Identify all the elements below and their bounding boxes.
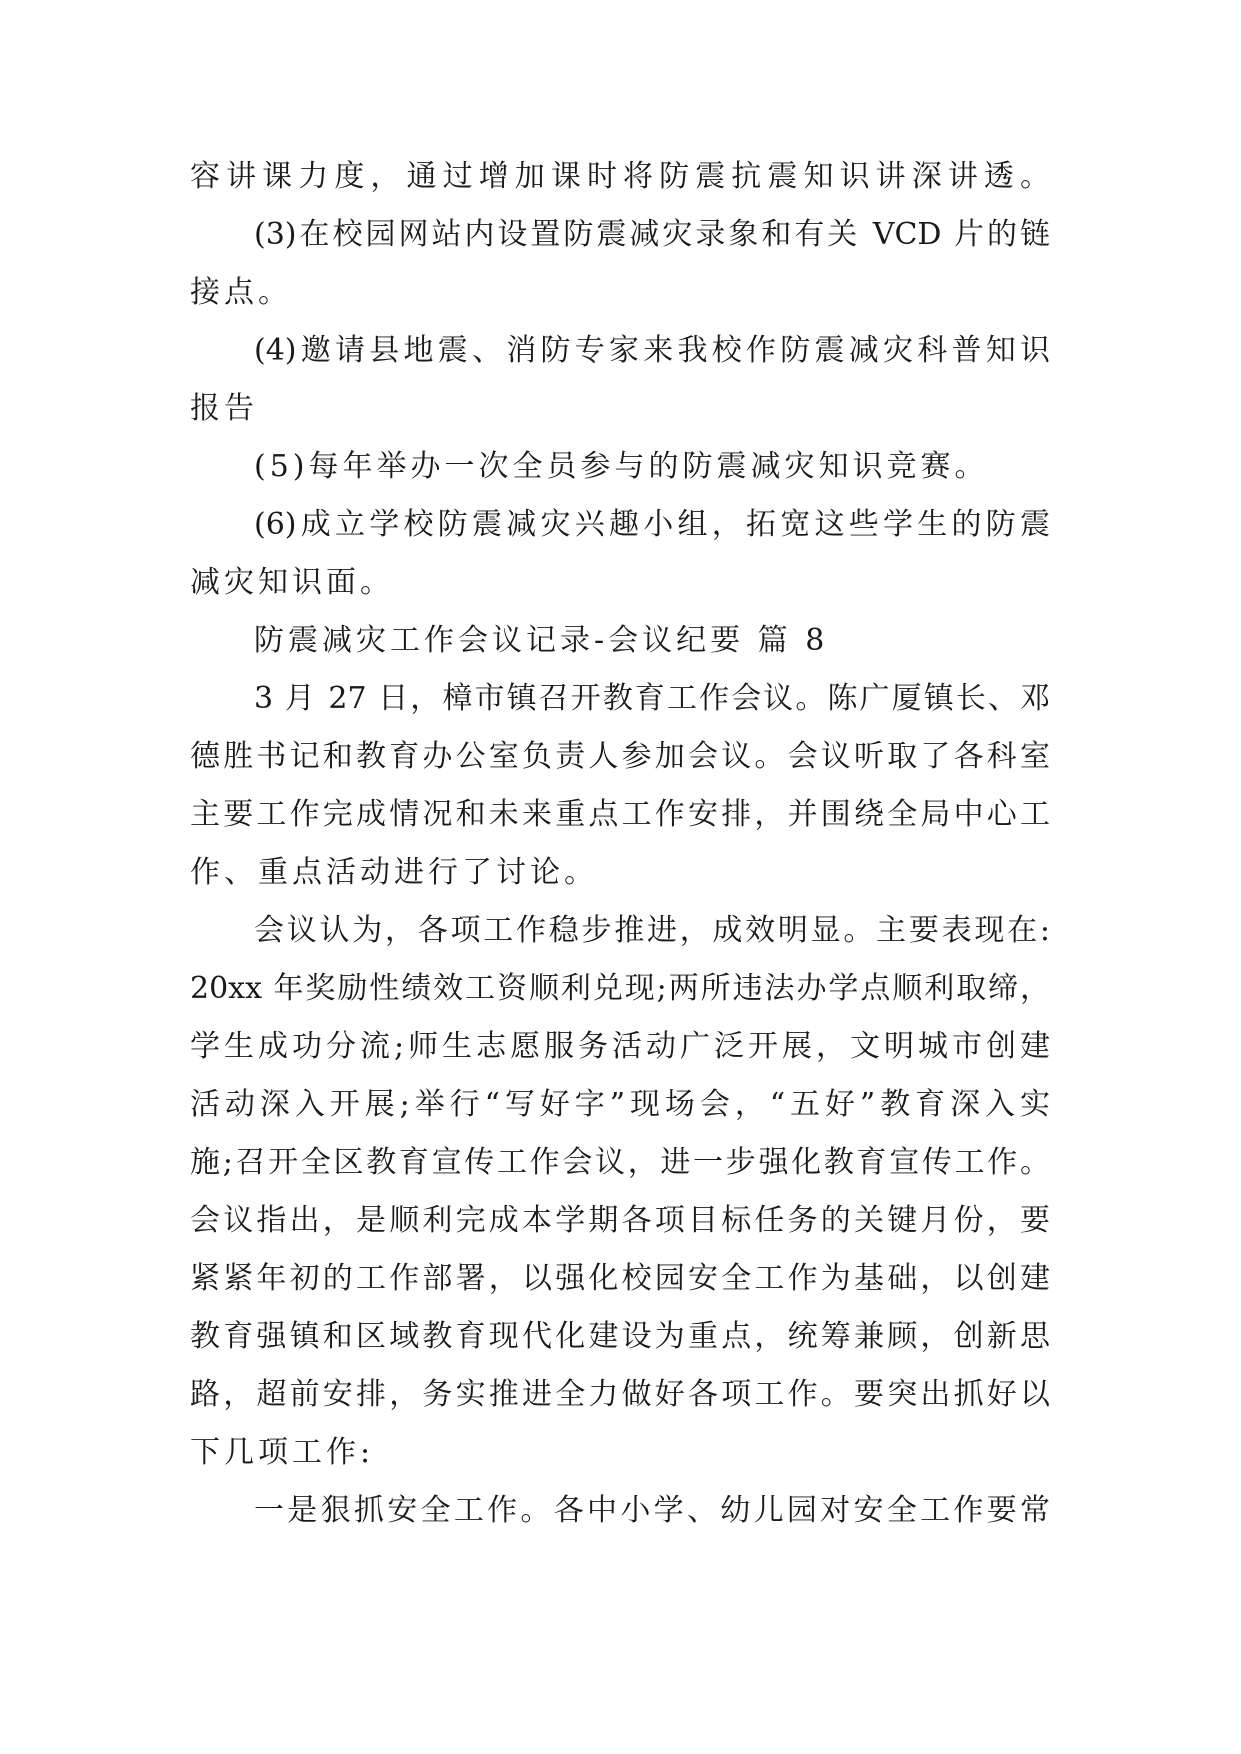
- text-line: 施;召开全区教育宣传工作会议，进一步强化教育宣传工作。: [190, 1145, 1050, 1180]
- text-line: 学生成功分流;师生志愿服务活动广泛开展，文明城市创建: [190, 1029, 1050, 1064]
- text-line: 会议指出，是顺利完成本学期各项目标任务的关键月份，要: [190, 1203, 1050, 1238]
- text-line: 一是狠抓安全工作。各中小学、幼儿园对安全工作要常: [254, 1493, 1050, 1528]
- text-line: (4)邀请县地震、消防专家来我校作防震减灾科普知识: [254, 333, 1050, 368]
- text-line: 会议认为，各项工作稳步推进，成效明显。主要表现在:: [254, 913, 1050, 948]
- text-line: 紧紧年初的工作部署，以强化校园安全工作为基础，以创建: [190, 1261, 1050, 1296]
- text-line: 主要工作完成情况和未来重点工作安排，并围绕全局中心工: [190, 797, 1050, 832]
- text-line: 3 月 27 日，樟市镇召开教育工作会议。陈广厦镇长、邓: [254, 681, 1050, 716]
- text-line: 德胜书记和教育办公室负责人参加会议。会议听取了各科室: [190, 739, 1050, 774]
- text-line: 教育强镇和区域教育现代化建设为重点，统筹兼顾，创新思: [190, 1319, 1050, 1354]
- text-line: (3)在校园网站内设置防震减灾录象和有关 VCD 片的链: [254, 217, 1050, 252]
- section-heading: 防震减灾工作会议记录-会议纪要 篇 8: [254, 623, 829, 658]
- text-line: 活动深入开展;举行“写好字”现场会，“五好”教育深入实: [190, 1087, 1050, 1122]
- text-line: (6)成立学校防震减灾兴趣小组，拓宽这些学生的防震: [254, 507, 1050, 542]
- text-line: 20xx 年奖励性绩效工资顺利兑现;两所违法办学点顺利取缔，: [190, 971, 1050, 1006]
- text-line: 下几项工作:: [190, 1435, 375, 1470]
- text-line: 减灾知识面。: [190, 565, 394, 600]
- text-line: 路，超前安排，务实推进全力做好各项工作。要突出抓好以: [190, 1377, 1050, 1412]
- text-line: 作、重点活动进行了讨论。: [190, 855, 598, 890]
- text-line: (5)每年举办一次全员参与的防震减灾知识竞赛。: [254, 449, 989, 484]
- text-line: 容讲课力度，通过增加课时将防震抗震知识讲深讲透。: [190, 159, 1050, 194]
- text-line: 接点。: [190, 275, 292, 310]
- text-line: 报告: [190, 391, 258, 426]
